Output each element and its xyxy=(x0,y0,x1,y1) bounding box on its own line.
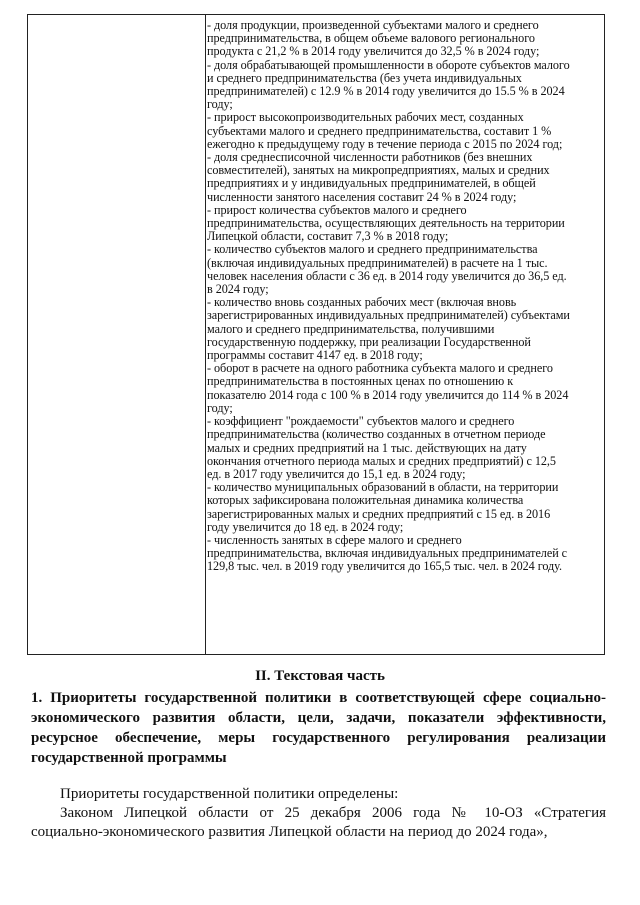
indicator-item: - доля обрабатывающей промышленности в обороте субъектов малого и среднего предпринимательства (без учета индивидуальных предпринимателей) с 12.9 % в 2014 году увеличится до 15.5 % в 2024 году; xyxy=(207,57,570,112)
indicator-item: - количество муниципальных образований в области, на территории которых зафиксирована положительная динамика количества зарегистрированных малых и средних предприятий с 15 ед. в 2016 году увеличится до 18 ед. в 2024 году; xyxy=(207,480,559,534)
indicator-item: - доля продукции, произведенной субъектами малого и среднего предпринимательства, в общем объеме валового регионального продукта с 21,2 % в 2014 году увеличится до 32,5 % в 2024 году; xyxy=(207,18,540,59)
indicator-item: - количество субъектов малого и среднего предпринимательства (включая индивидуальных предпринимателей) в расчете на 1 тыс. человек населения области с 36 ед. в 2014 году увеличится до 36,5 ед. в 2024 году; xyxy=(207,242,567,297)
subsection-heading-line: государственной программы xyxy=(31,750,227,766)
indicator-item: - коэффициент "рождаемости" субъектов малого и среднего предпринимательства (количество созданных в отчетном периоде малых и средних предприятий на 1 тыс. действующих на дату окончания отчетного периода малых и средних предприятий) с 12,5 ед. в 2017 году увеличится до 15,1 ед. в 2024 году; xyxy=(207,414,556,481)
table-right-cell xyxy=(207,15,601,574)
body-paragraph: социально-экономического развития Липецкой области на период до 2024 года», xyxy=(31,824,548,840)
subsection-heading-line: 1. Приоритеты государственной политики в соответствующей сфере социально- xyxy=(31,690,606,706)
body-paragraph: Законом Липецкой области от 25 декабря 2006 года № 10-ОЗ «Стратегия xyxy=(60,805,606,821)
subsection-heading-line: ресурсное обеспечение, меры государственного регулирования реализации xyxy=(31,730,606,746)
subsection-heading xyxy=(31,688,606,768)
table-left-cell xyxy=(28,15,206,654)
section-title: II. Текстовая часть xyxy=(255,668,385,684)
subsection-heading-line: экономического развития области, цели, задачи, показатели эффективности, xyxy=(31,710,606,726)
indicator-item: - численность занятых в сфере малого и среднего предпринимательства, включая индивидуальных предпринимателей с 129,8 тыс. чел. в 2019 году увеличится до 165,5 тыс. чел. в 2024 году. xyxy=(207,532,568,574)
body-paragraph: Приоритеты государственной политики определены: xyxy=(60,786,399,802)
indicator-item: - доля среднесписочной численности работников (без внешних совместителей), занятых на микропредприятиях, малых и средних предприятиях и у индивидуальных предпринимателей, в общей численности занятого населения составит 24 % в 2024 году; xyxy=(207,150,550,204)
indicator-item: - оборот в расчете на одного работника субъекта малого и среднего предпринимательства в постоянных ценах по отношению к показателю 2014 года с 100 % в 2014 году увеличится до 114 % в 2024 году; xyxy=(207,361,569,415)
indicator-item: - прирост высокопроизводительных рабочих мест, созданных субъектами малого и среднего предпринимательства, составит 1 % ежегодно к предыдущему году в течение периода с 2015 по 2024 год; xyxy=(207,110,563,151)
indicators-table xyxy=(27,14,605,655)
indicator-item: - количество вновь созданных рабочих мест (включая вновь зарегистрированных индивидуальных предпринимателей) субъектами малого и среднего предпринимательства, получившими государственную поддержку, при реализации Государственной программы составит 4147 ед. в 2018 году; xyxy=(207,295,570,363)
indicator-item: - прирост количества субъектов малого и среднего предпринимательства, осуществляющих деятельность на территории Липецкой области, составит 7,3 % в 2018 году; xyxy=(207,202,565,244)
